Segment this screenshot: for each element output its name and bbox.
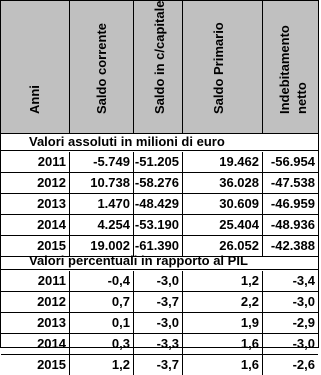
table-row (1, 334, 318, 355)
cell-anno: 2011 (1, 152, 70, 172)
cell-saldo-primario: 1,6 (183, 355, 263, 375)
cell-saldo-corrente: -0,4 (70, 271, 134, 291)
cell-anno: 2013 (1, 313, 70, 333)
table-row (1, 292, 318, 313)
header-indebitamento (263, 1, 318, 133)
table-row (1, 271, 318, 292)
cell-saldo-primario: 1,2 (183, 271, 263, 291)
cell-indebitamento-netto: -56.954 (270, 154, 315, 169)
cell-anno: 2014 (1, 334, 70, 354)
header-anni-label: Anni (27, 85, 42, 114)
cell-saldo-capitale: -3,7 (134, 292, 183, 312)
cell-saldo-capitale: -51.205 (134, 152, 183, 172)
table-row (1, 355, 318, 375)
cell-anno: 2015 (1, 355, 70, 375)
table-row (1, 313, 318, 334)
cell-saldo-corrente: 0,7 (70, 292, 134, 312)
section-title-percent: Valori percentuali in rapporto al PIL (1, 252, 318, 270)
cell-saldo-corrente: 19.002 (70, 236, 134, 256)
cell-indebitamento-netto: -2,9 (292, 315, 315, 330)
cell-saldo-primario: 2,2 (183, 292, 263, 312)
cell-saldo-corrente: -5.749 (70, 152, 134, 172)
header-saldo-primario-label: Saldo Primario (211, 22, 226, 114)
cell-indebitamento-netto: -3,0 (292, 336, 315, 351)
cell-saldo-corrente: 0,3 (70, 334, 134, 354)
cell-saldo-capitale: -3,0 (134, 313, 183, 333)
table-row (1, 152, 318, 173)
cell-indebitamento-netto: -3,0 (292, 294, 315, 309)
section-title-absolute: Valori assoluti in milioni di euro (1, 133, 318, 151)
table-row (1, 194, 318, 215)
header-saldo-primario (183, 1, 263, 133)
header-indebitamento-label2: netto (294, 82, 309, 114)
cell-saldo-primario: 36.028 (183, 173, 263, 193)
cell-saldo-capitale: -3,0 (134, 271, 183, 291)
cell-anno: 2011 (1, 271, 70, 291)
cell-saldo-capitale: -58.276 (134, 173, 183, 193)
cell-saldo-capitale: -3,7 (134, 355, 183, 375)
cell-anno: 2012 (1, 173, 70, 193)
cell-saldo-capitale: -3,3 (134, 334, 183, 354)
header-saldo-capitale (134, 1, 183, 133)
header-anni (1, 1, 70, 133)
table-row (1, 215, 318, 236)
cell-anno: 2012 (1, 292, 70, 312)
table-header (1, 1, 318, 134)
header-indebitamento-label1: Indebitamento (277, 25, 292, 114)
cell-anno: 2013 (1, 194, 70, 214)
cell-saldo-corrente: 0,1 (70, 313, 134, 333)
cell-saldo-capitale: -53.190 (134, 215, 183, 235)
cell-saldo-corrente: 1.470 (70, 194, 134, 214)
cell-saldo-primario: 1,9 (183, 313, 263, 333)
cell-anno: 2015 (1, 236, 70, 256)
cell-saldo-primario: 1,6 (183, 334, 263, 354)
cell-saldo-primario: 25.404 (183, 215, 263, 235)
cell-indebitamento-netto: -46.959 (270, 196, 315, 211)
cell-indebitamento-netto: -42.388 (270, 238, 315, 253)
cell-anno: 2014 (1, 215, 70, 235)
header-saldo-corrente (70, 1, 134, 133)
cell-saldo-corrente: 1,2 (70, 355, 134, 375)
cell-saldo-corrente: 10.738 (70, 173, 134, 193)
cell-saldo-capitale: -48.429 (134, 194, 183, 214)
cell-indebitamento-netto: -48.936 (270, 217, 315, 232)
cell-saldo-capitale: -61.390 (134, 236, 183, 256)
header-saldo-capitale-label: Saldo in c/capitale (152, 0, 167, 114)
header-saldo-corrente-label: Saldo corrente (94, 22, 109, 114)
cell-indebitamento-netto: -3,4 (292, 273, 315, 288)
cell-saldo-primario: 26.052 (183, 236, 263, 256)
cell-saldo-primario: 30.609 (183, 194, 263, 214)
cell-saldo-corrente: 4.254 (70, 215, 134, 235)
cell-indebitamento-netto: -2,6 (292, 357, 315, 372)
cell-indebitamento-netto: -47.538 (270, 175, 315, 190)
table-row (1, 173, 318, 194)
cell-saldo-primario: 19.462 (183, 152, 263, 172)
